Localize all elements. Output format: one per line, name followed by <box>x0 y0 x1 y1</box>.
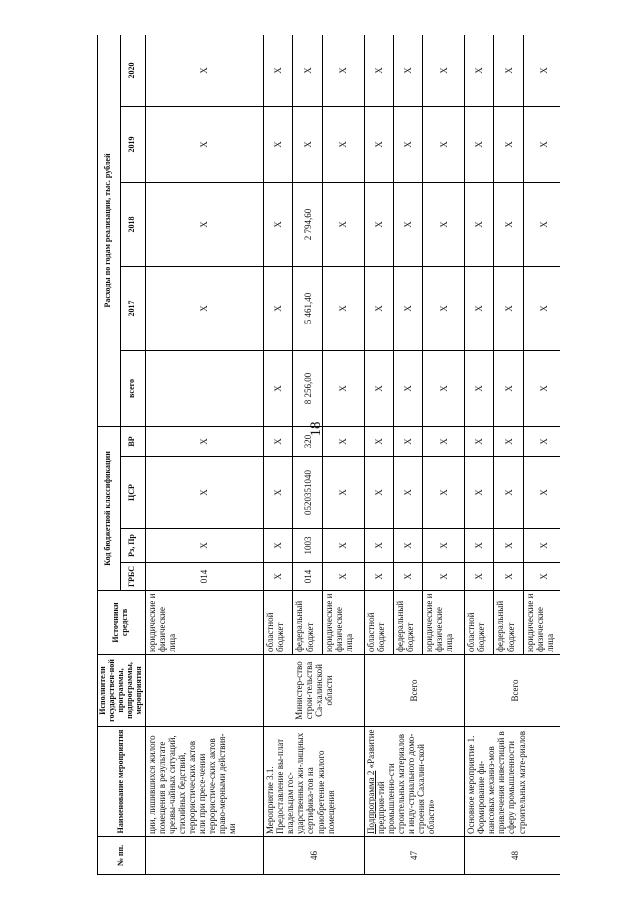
row-csr: X <box>322 457 364 529</box>
row-vr: X <box>322 426 364 456</box>
row-source: областной бюджет <box>264 591 293 655</box>
row-vr: X <box>145 426 263 456</box>
row-csr: X <box>523 457 560 529</box>
row-source: федеральный бюджет <box>393 591 422 655</box>
row-grbs: X <box>494 563 523 591</box>
header-num: № пп. <box>98 837 146 875</box>
row-total <box>145 350 263 426</box>
row-name <box>145 727 263 837</box>
row-y2017: X <box>322 266 364 350</box>
row-executor: Всего <box>465 655 560 727</box>
row-name-prefix: Подпрограмма 2 <box>365 770 376 834</box>
page-number: 18 <box>308 421 324 437</box>
row-vr: X <box>364 426 393 456</box>
row-vr: X <box>423 426 465 456</box>
row-csr: X <box>465 457 494 529</box>
row-y2018: X <box>364 182 393 266</box>
row-y2020: X <box>145 35 263 106</box>
row-executor <box>145 655 263 727</box>
row-csr: X <box>364 457 393 529</box>
row-y2019: X <box>393 106 422 182</box>
header-grbs: ГРБС <box>120 563 145 591</box>
row-grbs: 014 <box>145 563 263 591</box>
row-y2018: 2 794,60 <box>293 182 322 266</box>
row-vr: X <box>494 426 523 456</box>
header-rzpr: Рз, Пр <box>120 529 145 563</box>
row-grbs: 014 <box>293 563 322 591</box>
row-y2018: X <box>145 182 263 266</box>
row-rzpr: X <box>364 529 393 563</box>
row-vr: X <box>523 426 560 456</box>
row-rzpr: X <box>465 529 494 563</box>
row-y2017: X <box>364 266 393 350</box>
row-source: федеральный бюджет <box>494 591 523 655</box>
row-y2017: X <box>494 266 523 350</box>
row-source: юридические и физические лица <box>523 591 560 655</box>
row-total: 8 256,00 <box>293 350 322 426</box>
header-y2018: 2018 <box>120 182 145 266</box>
row-grbs: X <box>264 563 293 591</box>
row-y2018: X <box>494 182 523 266</box>
row-vr: 320 <box>293 426 322 456</box>
row-y2019: X <box>293 106 322 182</box>
row-source: юридические и физические лица <box>145 591 263 655</box>
row-rzpr: X <box>423 529 465 563</box>
header-row <box>98 35 121 875</box>
row-vr: X <box>393 426 422 456</box>
header-vr: ВР <box>120 426 145 456</box>
row-csr: X <box>494 457 523 529</box>
row-total: X <box>364 350 393 426</box>
row-y2019: X <box>494 106 523 182</box>
row-y2020: X <box>523 35 560 106</box>
row-vr: X <box>264 426 293 456</box>
row-y2020: X <box>465 35 494 106</box>
row-csr: 0520351040 <box>293 457 322 529</box>
row-name-text: «Развитие предприя-тий промышленно-сти строительных материалов и инду-стриального домо-строения Сахалин-ской области» <box>365 729 437 834</box>
row-y2020: X <box>264 35 293 106</box>
row-y2018: X <box>322 182 364 266</box>
row-y2019: X <box>145 106 263 182</box>
row-y2018: X <box>423 182 465 266</box>
table-row <box>145 35 263 875</box>
row-csr: X <box>393 457 422 529</box>
row-rzpr: X <box>523 529 560 563</box>
row-y2019: X <box>264 106 293 182</box>
row-total: X <box>264 350 293 426</box>
row-source: областной бюджет <box>364 591 393 655</box>
row-name-text: ции, лишившихся жилого помещения в результате чрезвы-чайных ситуаций, стихийных бедствий, террористических актов или при пресе-чении террористиче-ских актов право-мерными действия-ми <box>146 733 238 834</box>
header-y2019: 2019 <box>120 106 145 182</box>
table-row <box>264 35 293 875</box>
row-number: 47 <box>364 837 465 875</box>
row-y2020: X <box>364 35 393 106</box>
row-y2019: X <box>364 106 393 182</box>
row-source: юридические и физические лица <box>423 591 465 655</box>
row-rzpr: X <box>145 529 263 563</box>
row-grbs: X <box>322 563 364 591</box>
row-y2018: X <box>523 182 560 266</box>
row-rzpr: X <box>322 529 364 563</box>
row-grbs: X <box>393 563 422 591</box>
header-sources: Источники средств <box>98 591 146 655</box>
header-expenses: Расходы по годам реализации, тыс. рублей <box>98 35 121 426</box>
row-csr: X <box>264 457 293 529</box>
row-y2017: 5 461,40 <box>293 266 322 350</box>
row-grbs: X <box>364 563 393 591</box>
row-y2018: X <box>393 182 422 266</box>
budget-table <box>97 35 560 875</box>
table-row <box>364 35 393 875</box>
header-executors: Исполнители государствен-ной программы, подпрограммы, мероприятия <box>98 655 146 727</box>
row-total: X <box>523 350 560 426</box>
row-y2019: X <box>465 106 494 182</box>
row-executor: Министер-ство строи-тельства Са-халинской области <box>264 655 365 727</box>
row-y2017: X <box>523 266 560 350</box>
row-y2019: X <box>322 106 364 182</box>
row-source: областной бюджет <box>465 591 494 655</box>
header-name: Наименование мероприятия <box>98 727 146 837</box>
row-rzpr: X <box>393 529 422 563</box>
row-y2017: X <box>145 266 263 350</box>
row-source: федеральный бюджет <box>293 591 322 655</box>
row-y2017: X <box>465 266 494 350</box>
row-y2019: X <box>523 106 560 182</box>
row-y2019: X <box>423 106 465 182</box>
header-y2020: 2020 <box>120 35 145 106</box>
row-total: X <box>322 350 364 426</box>
row-total: X <box>393 350 422 426</box>
row-grbs: X <box>523 563 560 591</box>
header-budget-code: Код бюджетной классификации <box>98 426 121 590</box>
rotated-table <box>97 35 560 875</box>
row-total: X <box>423 350 465 426</box>
header-csr: ЦСР <box>120 457 145 529</box>
row-y2017: X <box>393 266 422 350</box>
row-number: 46 <box>264 837 365 875</box>
header-total: всего <box>120 350 145 426</box>
row-number <box>145 837 263 875</box>
row-executor: Всего <box>364 655 465 727</box>
row-csr: X <box>145 457 263 529</box>
row-csr: X <box>423 457 465 529</box>
table-container <box>97 35 560 875</box>
row-y2018: X <box>465 182 494 266</box>
row-y2017: X <box>264 266 293 350</box>
row-rzpr: X <box>494 529 523 563</box>
row-vr: X <box>465 426 494 456</box>
row-y2020: X <box>322 35 364 106</box>
row-number: 48 <box>465 837 560 875</box>
row-name <box>465 727 560 837</box>
row-y2018: X <box>264 182 293 266</box>
row-source: юридические и физические лица <box>322 591 364 655</box>
row-grbs: X <box>423 563 465 591</box>
row-name <box>264 727 365 837</box>
row-rzpr: 1003 <box>293 529 322 563</box>
row-y2020: X <box>494 35 523 106</box>
row-y2020: X <box>423 35 465 106</box>
row-total: X <box>465 350 494 426</box>
table-row <box>465 35 494 875</box>
row-name-text: Основное мероприятие 1. Формирование фи-нансовых механиз-мов привлечения инвестиций в сферу промышленности строительных мате-риалов <box>466 731 527 834</box>
header-y2017: 2017 <box>120 266 145 350</box>
row-total: X <box>494 350 523 426</box>
row-rzpr: X <box>264 529 293 563</box>
row-y2020: X <box>393 35 422 106</box>
row-grbs: X <box>465 563 494 591</box>
row-name <box>364 727 465 837</box>
row-name-text: Мероприятие 3.1. Предоставление вы-плат владельцам гос-ударственных жи-лищных сертифика-тов на приобретение жилого помещения <box>265 732 336 834</box>
row-y2020: X <box>293 35 322 106</box>
row-y2017: X <box>423 266 465 350</box>
